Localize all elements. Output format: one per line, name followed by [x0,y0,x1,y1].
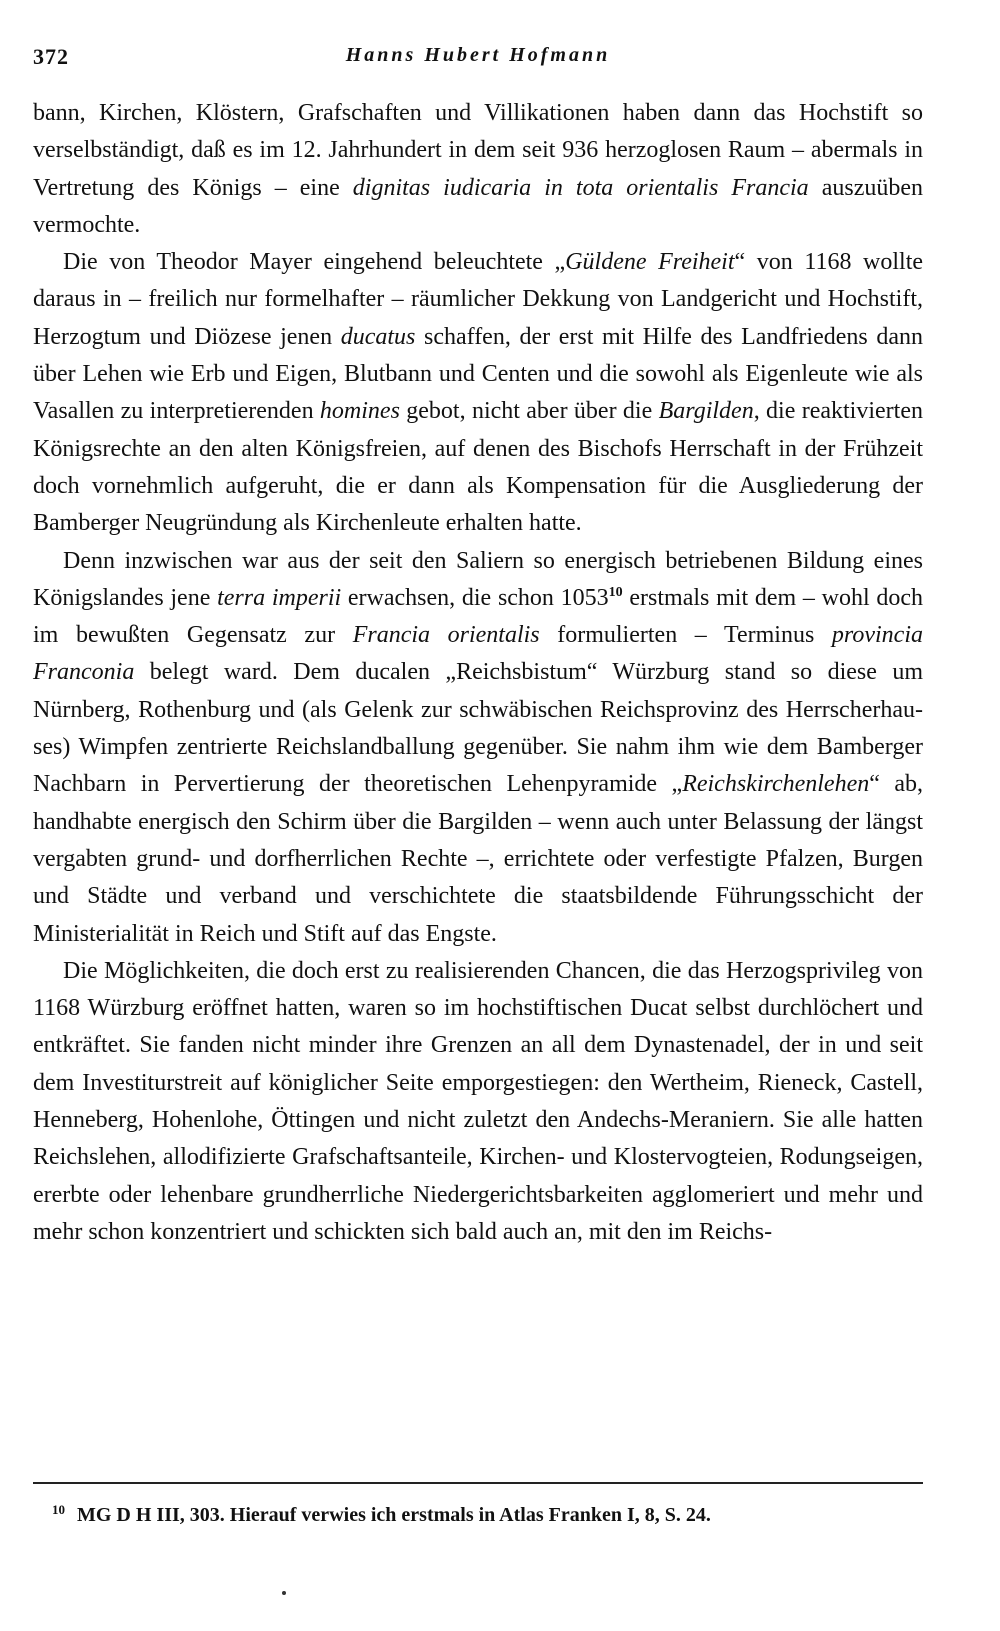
body-text [33,95,923,1251]
print-speck [282,1591,286,1595]
text-span: Die Möglichkeiten, die doch erst zu realisierenden Chancen, die das Herzogsprivileg von 1168 Würzburg eröffnet hatten, waren so im hochstiftischen Ducat selbst durchlöchert und entkräftet. Sie fanden nicht minder ihre Grenzen an all dem Dynastenadel, der in und seit dem Investiturstreit auf königlicher Seite emporgestiegen: den Wertheim, Rieneck, Castell, Henneberg, Hohenlohe, Öttingen und nicht zuletzt den Andechs-Meraniern. Sie alle hatten Reichslehen, allodifizierte Grafschaftsanteile, Kirchen- und Klostervogteien, Rodungseigen, ererbte oder lehenbare grundherrliche Niedergerichtsbarkeiten agglomeriert und mehr und mehr schon konzentriert und schickten sich bald auch an, mit den im Reichs- [33,957,923,1245]
page-header [33,44,923,76]
latin-term: Francia orientalis [352,622,540,649]
paragraph-3 [33,543,923,953]
latin-term: homines [319,398,400,425]
paragraph-2 [33,244,923,542]
text-span: schaffen, der erst mit Hilfe des Landfriedens dann über Lehen wie Erb und Eigen, Blutbann und Centen und die sowohl als Eigenleute wie als Vasallen zu interpretierenden [33,323,924,425]
text-span: Die von Theodor Mayer eingehend beleuchtete „ [63,249,566,276]
text-span: bann, Kirchen, Klöstern, Grafschaften und Villikationen haben dann das Hochstift so verselbständigt, daß es im 12. Jahrhundert in dem seit 936 herzoglosen Raum – abermals in Vertretung des Königs – eine [33,100,923,201]
text-span: erstmals mit dem – wohl doch im bewußten Gegensatz zur [33,584,924,649]
text-span: belegt ward. Dem ducalen „Reichsbistum“ Würzburg stand so diese um Nürnberg, Rothenburg und (als Gelenk zur schwäbischen Reichsprovinz des Herrscherhauses) Wimpfen zentrierte Reichslandballung gegenüber. Sie nahm ihm wie dem Bamberger Nachbarn in Pervertierung der theoretischen Lehenpyramide „ [33,659,923,798]
paragraph-1 [33,95,923,244]
latin-term: terra imperii [217,584,342,611]
latin-term: provincia Franconia [33,622,923,686]
paragraph-4 [33,953,923,1251]
footnote-divider [33,1482,923,1484]
page-number: 372 [33,44,69,69]
italic-term: Reichskirchenlehen [682,771,870,798]
text-span: formulierten – Terminus [539,622,832,649]
text-span: gebot, nicht aber über die [399,398,659,425]
italic-term: Güldene Freiheit [565,249,735,276]
footnote-reference: 10 [608,584,623,600]
footnote-text: MG D H III, 303. Hierauf verwies ich erstmals in Atlas Franken I, 8, S. 24. [77,1504,711,1526]
latin-term: ducatus [340,323,416,350]
footnote [52,1496,912,1529]
text-span: Denn inzwischen war aus der seit den Saliern so energisch betriebenen Bildung eines Königslandes jene [33,547,923,611]
italic-term: Bargilden [658,398,754,425]
text-span: “ von 1168 wollte daraus in – freilich nur formelhafter – räumlicher Dekkung von Landgericht und Hochstift, Herzogtum und Diözese jenen [33,249,924,350]
latin-term: dignitas iudicaria in tota orientalis Francia [352,174,809,201]
text-span: auszuüben vermochte. [33,174,924,238]
footnote-mark: 10 [52,1502,65,1517]
text-span: erwachsen, die schon 1053 [341,584,609,611]
text-span: , die reaktivierten Königsrechte an den alten Königsfreien, auf denen des Bischofs Herrschaft in der Frühzeit doch vornehmlich aufgeruht, die er dann als Kompensation für die Ausgliederung der Bamberger Neugründung als Kirchenleute erhalten hatte. [33,398,923,537]
running-head: Hanns Hubert Hofmann [345,44,611,66]
text-span: “ ab, handhabte energisch den Schirm über die Bargilden – wenn auch unter Belassung der längst vergabten grund- und dorfherrlichen Rechte –, errichtete oder verfestigte Pfalzen, Burgen und Städte und verband und verschichtete die staatsbildende Führungsschicht der Ministerialität in Reich und Stift auf das Engste. [33,771,924,947]
